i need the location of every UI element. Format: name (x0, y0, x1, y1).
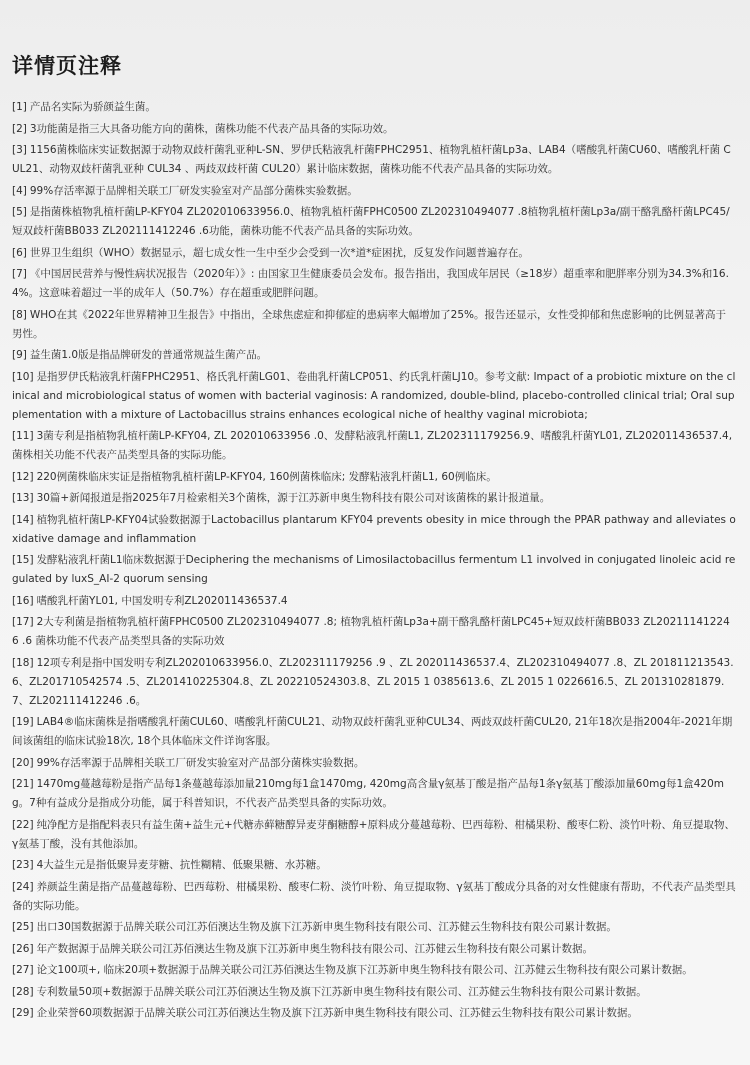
note-12 (12, 468, 736, 487)
notes-list (12, 98, 736, 1023)
note-number: [23] (12, 859, 34, 871)
note-text: 专利数量50项+数据源于品牌关联公司江苏佰澳达生物及旗下江苏新申奥生物科技有限公司、江苏健云生物科技有限公司累计数据。 (36, 985, 647, 998)
note-19 (12, 713, 736, 751)
note-number: [8] (12, 308, 27, 321)
note-text: 益生菌1.0版是指品牌研发的普通常规益生菌产品。 (29, 349, 268, 361)
note-14 (12, 511, 736, 549)
note-11 (12, 427, 736, 465)
note-5 (12, 203, 736, 241)
note-number: [19] (12, 716, 34, 728)
note-number: [3] (12, 144, 27, 156)
note-text: 年产数据源于品牌关联公司江苏佰澳达生物及旗下江苏新申奥生物科技有限公司、江苏健云生物科技有限公司累计数据。 (36, 942, 594, 955)
note-text: 《中国居民营养与慢性病状况报告（2020年）》: 由国家卫生健康委员会发布。报告指出，我国成年居民（≥18岁）超重率和肥胖率分别为34.3%和16.4%。这意味着超过一半的成年人（50.7%）存在超重或肥胖问题。 (12, 268, 729, 299)
note-text: 嗜酸乳杆菌YL01, 中国发明专利ZL202011436537.4 (36, 594, 288, 607)
note-number: [25] (12, 921, 34, 933)
note-number: [2] (12, 122, 27, 135)
note-text: WHO在其《2022年世界精神卫生报告》中指出，全球焦虑症和抑郁症的患病率大幅增加了25%。报告还显示，女性受抑郁和焦虑影响的比例显著高于男性。 (12, 308, 726, 340)
note-number: [9] (12, 349, 27, 361)
note-number: [11] (12, 430, 34, 442)
note-text: 企业荣誉60项数据源于品牌关联公司江苏佰澳达生物及旗下江苏新申奥生物科技有限公司、江苏健云生物科技有限公司累计数据。 (36, 1007, 638, 1019)
note-10 (12, 368, 736, 425)
note-text: 养颜益生菌是指产品蔓越莓粉、巴西莓粉、柑橘果粉、酸枣仁粉、淡竹叶粉、角豆提取物、γ氨基丁酸成分具备的对女性健康有帮助，不代表产品类型具备的实际功能。 (12, 880, 736, 912)
note-number: [20] (12, 756, 34, 769)
note-number: [14] (12, 513, 34, 526)
note-3 (12, 141, 736, 179)
note-15 (12, 551, 736, 589)
note-number: [17] (12, 616, 34, 628)
note-29 (12, 1004, 736, 1023)
note-text: 99%存活率源于品牌相关联工厂研发实验室对产品部分菌株实验数据。 (29, 184, 358, 197)
note-text: 纯净配方是指配料表只有益生菌+益生元+代糖赤藓糖醇异麦芽酮糖醇+原料成分蔓越莓粉、巴西莓粉、柑橘果粉、酸枣仁粉、淡竹叶粉、角豆提取物、γ氨基丁酸，没有其他添加。 (12, 818, 735, 850)
note-21 (12, 775, 736, 813)
note-text: 3菌专利是指植物乳植杆菌LP-KFY04, ZL 202010633956 .0、发酵粘液乳杆菌L1, ZL202311179256.9、嗜酸乳杆菌YL01, ZL202011436537.4, 菌株相关功能不代表产品类型具备的实际功能。 (12, 430, 733, 461)
note-text: 99%存活率源于品牌相关联工厂研发实验室对产品部分菌株实验数据。 (36, 756, 365, 769)
note-20 (12, 754, 736, 773)
note-18 (12, 654, 736, 711)
note-6 (12, 244, 736, 263)
note-8 (12, 306, 736, 344)
note-number: [22] (12, 818, 34, 831)
note-25 (12, 918, 736, 937)
note-text: 产品名实际为骄颜益生菌。 (29, 101, 156, 113)
note-number: [26] (12, 942, 34, 955)
note-23 (12, 856, 736, 875)
note-text: 是指罗伊氏粘液乳杆菌FPHC2951、格氏乳杆菌LG01、卷曲乳杆菌LCP051、约氏乳杆菌LJ10。参考文献: Impact of a probiotic mixture on the clinical and microbiological status of women with bacterial vaginosis: A randomized, double-blind, placebo-controlled clinical trial; Oral supplementation with a mixture of Lactobacillus strains enhances ecological niche of healthy vaginal microbiota; (12, 370, 736, 421)
note-text: 出口30国数据源于品牌关联公司江苏佰澳达生物及旗下江苏新申奥生物科技有限公司、江苏健云生物科技有限公司累计数据。 (36, 921, 617, 933)
note-number: [27] (12, 964, 34, 976)
note-number: [7] (12, 268, 27, 280)
note-22 (12, 816, 736, 854)
note-number: [29] (12, 1007, 34, 1019)
note-4 (12, 182, 736, 201)
note-text: 3功能菌是指三大具备功能方向的菌株，菌株功能不代表产品具备的实际功效。 (29, 122, 394, 135)
note-28 (12, 983, 736, 1002)
note-number: [4] (12, 184, 27, 197)
note-9 (12, 346, 736, 365)
note-16 (12, 592, 736, 611)
note-13 (12, 489, 736, 508)
note-17 (12, 613, 736, 651)
note-text: 220例菌株临床实证是指植物乳植杆菌LP-KFY04, 160例菌株临床; 发酵粘液乳杆菌L1, 60例临床。 (36, 470, 497, 483)
note-text: 4大益生元是指低聚异麦芽糖、抗性糊精、低聚果糖、水苏糖。 (36, 859, 327, 871)
note-text: 30篇+新闻报道是指2025年7月检索相关3个菌株，源于江苏新申奥生物科技有限公司对该菌株的累计报道量。 (36, 492, 551, 504)
note-7 (12, 265, 736, 303)
note-text: LAB4®临床菌株是指嗜酸乳杆菌CUL60、嗜酸乳杆菌CUL21、动物双歧杆菌乳亚种CUL34、两歧双歧杆菌CUL20, 21年18次是指2004年-2021年期间该菌组的临床试验18次, 18个具体临床文件详询客服。 (12, 716, 733, 747)
note-1 (12, 98, 736, 117)
note-number: [12] (12, 470, 34, 483)
note-26 (12, 940, 736, 959)
note-number: [28] (12, 985, 34, 998)
note-number: [16] (12, 594, 34, 607)
note-27 (12, 961, 736, 980)
note-number: [24] (12, 880, 34, 893)
note-number: [18] (12, 656, 34, 669)
note-text: 1156菌株临床实证数据源于动物双歧杆菌乳亚种L-SN、罗伊氏粘液乳杆菌FPHC2951、植物乳植杆菌Lp3a、LAB4（嗜酸乳杆菌CU60、嗜酸乳杆菌 CUL21、动物双歧杆菌乳亚种 CUL34 、两歧双歧杆菌 CUL20）累计临床数据，菌株功能不代表产品具备的实际功效。 (12, 144, 731, 175)
note-text: 植物乳植杆菌LP-KFY04试验数据源于Lactobacillus plantarum KFY04 prevents obesity in mice through the PPAR pathway and alleviates oxidative damage and inflammation (12, 513, 736, 545)
note-text: 发酵粘液乳杆菌L1临床数据源于Deciphering the mechanisms of Limosilactobacillus fermentum L1 involved in conjugated linoleic acid regulated by luxS_AI-2 quorum sensing (12, 554, 736, 585)
note-number: [6] (12, 246, 27, 259)
note-number: [21] (12, 778, 34, 790)
note-number: [13] (12, 492, 34, 504)
note-number: [10] (12, 370, 34, 383)
note-24 (12, 878, 736, 916)
note-text: 论文100项+, 临床20项+数据源于品牌关联公司江苏佰澳达生物及旗下江苏新申奥生物科技有限公司、江苏健云生物科技有限公司累计数据。 (36, 964, 693, 976)
note-number: [15] (12, 554, 34, 566)
note-text: 1470mg蔓越莓粉是指产品每1条蔓越莓添加量210mg每1盒1470mg, 420mg高含量γ氨基丁酸是指产品每1条γ氨基丁酸添加量60mg每1盒420mg。7种有益成分是指成分功能，属于科普知识，不代表产品类型具备的实际功效。 (12, 778, 725, 809)
page-title: 详情页注释 (12, 54, 122, 78)
note-text: 2大专利菌是指植物乳植杆菌FPHC0500 ZL202310494077 .8; 植物乳植杆菌Lp3a+副干酪乳酪杆菌LPC45+短双歧杆菌BB033 ZL202111412246 .6 菌株功能不代表产品类型具备的实际功效 (12, 616, 730, 647)
note-number: [5] (12, 206, 27, 218)
note-text: 12项专利是指中国发明专利ZL202010633956.0、ZL202311179256 .9 、ZL 202011436537.4、ZL202310494077 .8、ZL 201811213543.6、ZL201710542574 .5、ZL201410225304.8、ZL 202210524303.8、ZL 2015 1 0385613.6、ZL 2015 1 0226616.5、ZL 201310281879.7、ZL202111412246 .6。 (12, 656, 734, 707)
note-2 (12, 120, 736, 139)
note-number: [1] (12, 101, 27, 113)
note-text: 世界卫生组织（WHO）数据显示，超七成女性一生中至少会受到一次*道*症困扰，反复发作问题普遍存在。 (29, 246, 529, 259)
note-text: 是指菌株植物乳植杆菌LP-KFY04 ZL202010633956.0、植物乳植杆菌FPHC0500 ZL202310494077 .8植物乳植杆菌Lp3a/副干酪乳酪杆菌LPC45/短双歧杆菌BB033 ZL202111412246 .6功能，菌株功能不代表产品具备的实际功效。 (12, 206, 730, 237)
